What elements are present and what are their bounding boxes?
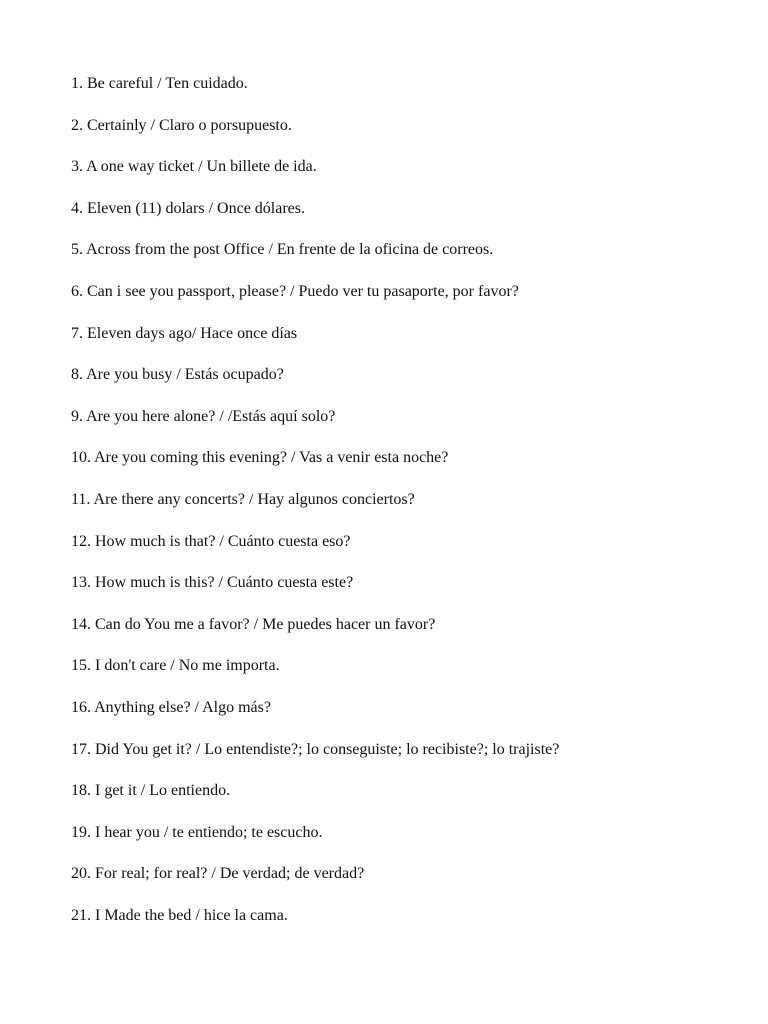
phrase-item-11: 11. Are there any concerts? / Hay algunos conciertos? xyxy=(71,490,415,508)
phrase-item-13: 13. How much is this? / Cuánto cuesta este? xyxy=(71,574,354,592)
phrase-item-8: 8. Are you busy / Estás ocupado? xyxy=(71,366,284,384)
phrase-list xyxy=(71,73,751,946)
phrase-item-2: 2. Certainly / Claro o porsupuesto. xyxy=(71,116,292,134)
phrase-item-7: 7. Eleven days ago/ Hace once días xyxy=(71,324,298,342)
phrase-item-19: 19. I hear you / te entiendo; te escucho. xyxy=(71,823,323,841)
phrase-item-10: 10. Are you coming this evening? / Vas a venir esta noche? xyxy=(71,449,449,467)
phrase-item-5: 5. Across from the post Office / En frente de la oficina de correos. xyxy=(71,241,494,259)
phrase-item-4: 4. Eleven (11) dolars / Once dólares. xyxy=(71,199,305,217)
phrase-item-12: 12. How much is that? / Cuánto cuesta eso? xyxy=(71,532,351,550)
phrase-item-18: 18. I get it / Lo entiendo. xyxy=(71,782,231,800)
phrase-item-16: 16. Anything else? / Algo más? xyxy=(71,698,271,716)
phrase-item-3: 3. A one way ticket / Un billete de ida. xyxy=(71,158,317,176)
phrase-item-9: 9. Are you here alone? / /Estás aquí solo? xyxy=(71,407,336,425)
phrase-item-6: 6. Can i see you passport, please? / Puedo ver tu pasaporte, por favor? xyxy=(71,282,519,300)
phrase-item-15: 15. I don't care / No me importa. xyxy=(71,657,280,675)
phrase-item-17: 17. Did You get it? / Lo entendiste?; lo conseguiste; lo recibiste?; lo trajiste? xyxy=(71,740,560,758)
phrase-item-14: 14. Can do You me a favor? / Me puedes hacer un favor? xyxy=(71,615,436,633)
phrase-item-1: 1. Be careful / Ten cuidado. xyxy=(71,75,248,92)
phrase-item-20: 20. For real; for real? / De verdad; de verdad? xyxy=(71,865,365,883)
phrase-item-21: 21. I Made the bed / hice la cama. xyxy=(71,906,288,924)
